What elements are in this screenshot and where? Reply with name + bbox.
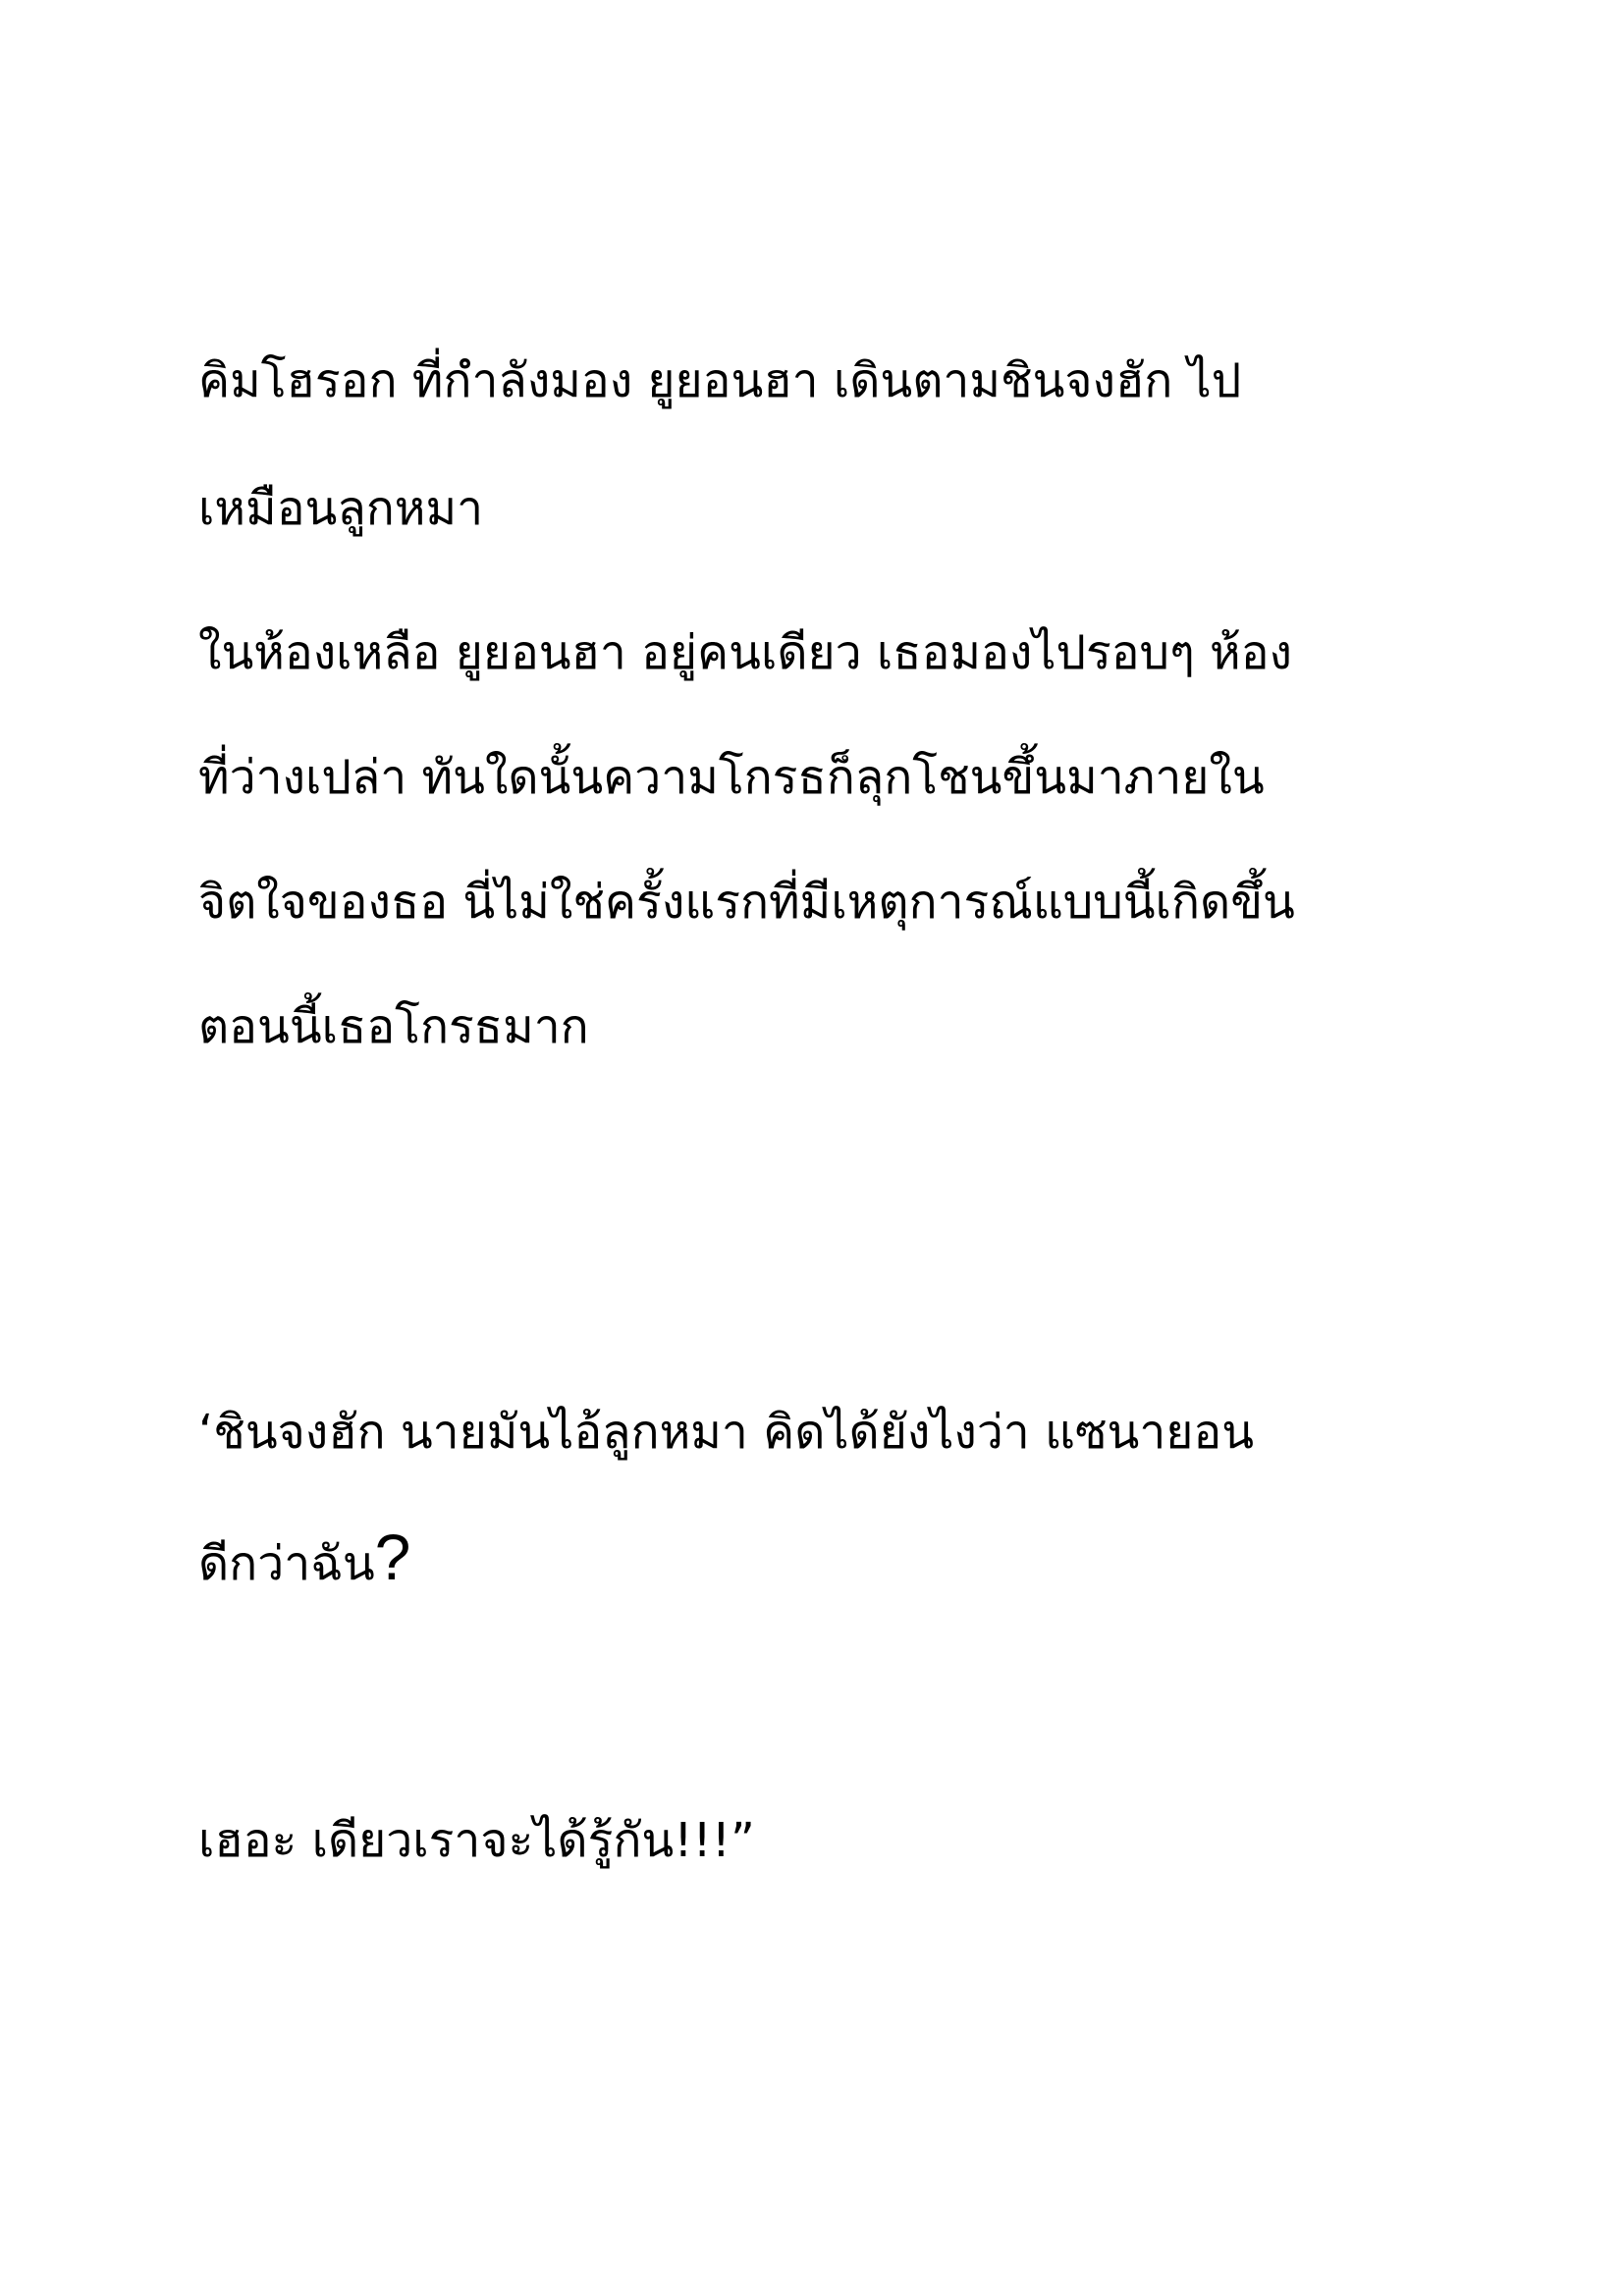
- paragraph-1-line-1: คิมโฮรอก ที่กำลังมอง ยูยอนฮา เดินตามชินจงฮัก ไป: [198, 353, 1242, 408]
- paragraph-2-line-4: ตอนนี้เธอโกรธมาก: [198, 999, 589, 1054]
- paragraph-2-line-2: ที่ว่างเปล่า ทันใดนั้นความโกรธก็ลุกโชนขึ้นมาภายใน: [198, 750, 1265, 805]
- quote-2-line-1: เฮอะ เดียวเราจะได้รู้กัน!!!”: [198, 1813, 755, 1868]
- quote-1-text: ดีกว่าฉัน: [198, 1536, 375, 1591]
- question-mark: ?: [374, 1521, 411, 1593]
- paragraph-2-line-3: จิตใจของธอ นี่ไม่ใช่ครั้งแรกที่มีเหตุการณ์แบบนี้เกิดขึ้น: [198, 875, 1295, 930]
- quote-1-line-1: ‘ชินจงฮัก นายมันไอ้ลูกหมา คิดได้ยังไงว่า แซนายอน: [198, 1405, 1255, 1460]
- quote-1-line-2: [198, 1518, 410, 1603]
- paragraph-1-line-2: เหมือนลูกหมา: [198, 481, 484, 536]
- paragraph-2-line-1: ในห้องเหลือ ยูยอนฮา อยู่คนเดียว เธอมองไปรอบๆ ห้อง: [198, 625, 1292, 680]
